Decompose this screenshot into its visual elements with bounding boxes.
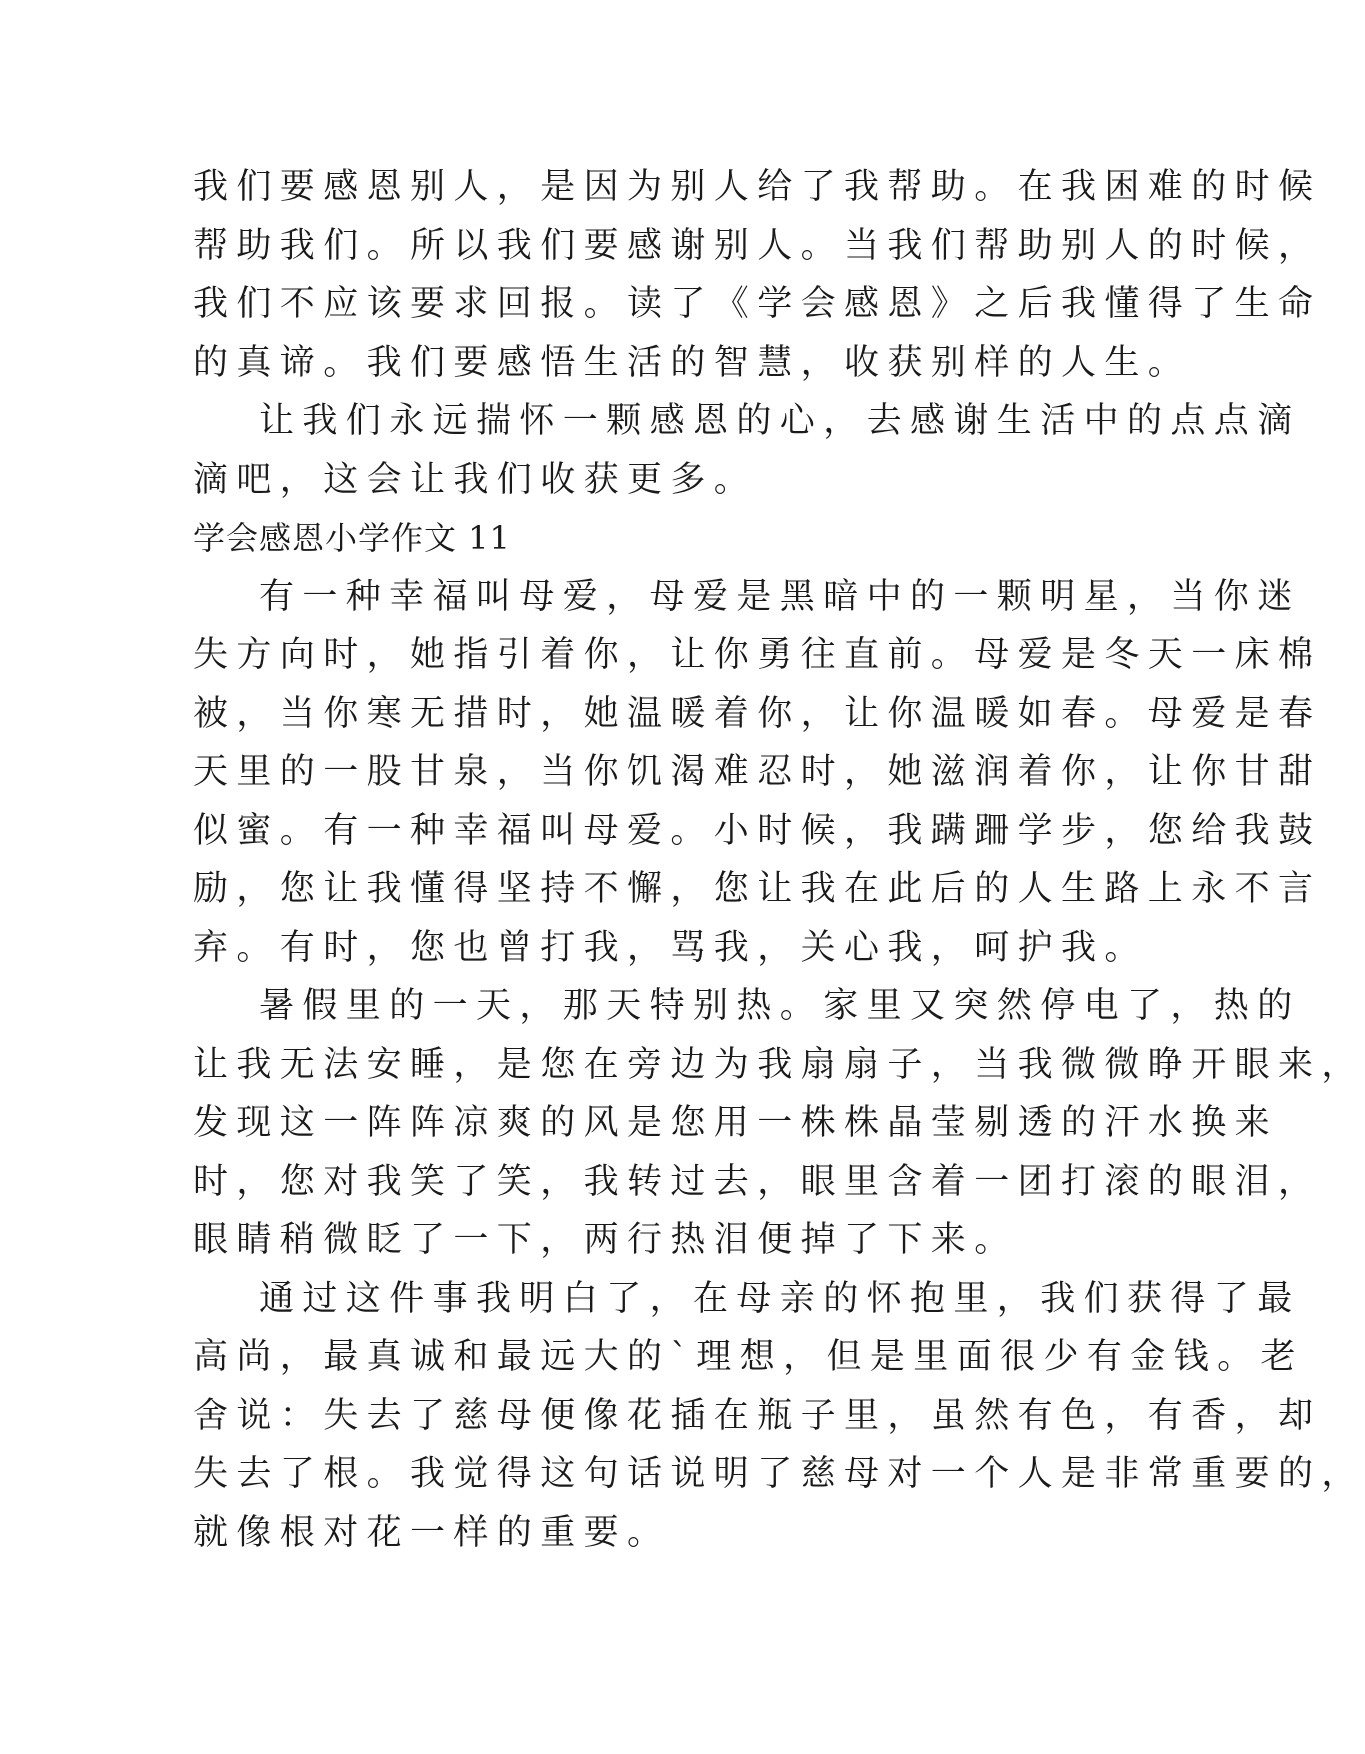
paragraph	[193, 1270, 1365, 1563]
text-line: 励，您让我懂得坚持不懈，您让我在此后的人生路上永不言	[193, 869, 1322, 909]
text-line: 让我们永远揣怀一颗感恩的心，去感谢生活中的点点滴	[259, 401, 1301, 441]
text-line: 眼睛稍微眨了一下，两行热泪便掉了下来。	[193, 1220, 1018, 1260]
text-line: 我们要感恩别人，是因为别人给了我帮助。在我困难的时候	[193, 167, 1322, 207]
text-line: 我们不应该要求回报。读了《学会感恩》之后我懂得了生命	[193, 284, 1322, 324]
text-line: 让我无法安睡，是您在旁边为我扇扇子，当我微微睁开眼来，	[193, 1044, 1365, 1085]
text-line: 就像根对花一样的重要。	[193, 1512, 671, 1553]
text-line: 时，您对我笑了笑，我转过去，眼里含着一团打滚的眼泪，	[193, 1161, 1322, 1202]
text-line: 舍说：失去了慈母便像花插在瓶子里，虽然有色，有香，却	[193, 1395, 1322, 1436]
text-line: 发现这一阵阵凉爽的风是您用一株株晶莹剔透的汗水换来	[193, 1103, 1279, 1143]
text-line: 被，当你寒无措时，她温暖着你，让你温暖如春。母爱是春	[193, 693, 1322, 734]
text-line: 似蜜。有一种幸福叫母爱。小时候，我蹒跚学步，您给我鼓	[193, 810, 1322, 851]
section-title: 学会感恩小学作文 11	[193, 519, 511, 557]
text-line: 天里的一股甘泉，当你饥渴难忍时，她滋润着你，让你甘甜	[193, 752, 1322, 792]
paragraph	[193, 977, 1365, 1270]
text-line: 帮助我们。所以我们要感谢别人。当我们帮助别人的时候，	[193, 225, 1322, 266]
paragraph	[193, 158, 1322, 392]
document-body	[193, 158, 1365, 1562]
text-line: 高尚，最真诚和最远大的`理想，但是里面很少有金钱。老	[193, 1337, 1304, 1377]
text-line: 暑假里的一天，那天特别热。家里又突然停电了，热的	[259, 986, 1301, 1026]
paragraph	[193, 392, 1301, 509]
text-line: 弃。有时，您也曾打我，骂我，关心我，呵护我。	[193, 927, 1148, 968]
paragraph	[193, 568, 1322, 978]
text-line: 的真谛。我们要感悟生活的智慧，收获别样的人生。	[193, 342, 1192, 383]
text-line: 失去了根。我觉得这句话说明了慈母对一个人是非常重要的，	[193, 1454, 1365, 1494]
text-line: 失方向时，她指引着你，让你勇往直前。母爱是冬天一床棉	[193, 635, 1322, 675]
text-line: 滴吧，这会让我们收获更多。	[193, 459, 758, 500]
text-line: 有一种幸福叫母爱，母爱是黑暗中的一颗明星，当你迷	[259, 576, 1301, 617]
text-line: 通过这件事我明白了，在母亲的怀抱里，我们获得了最	[259, 1278, 1301, 1319]
